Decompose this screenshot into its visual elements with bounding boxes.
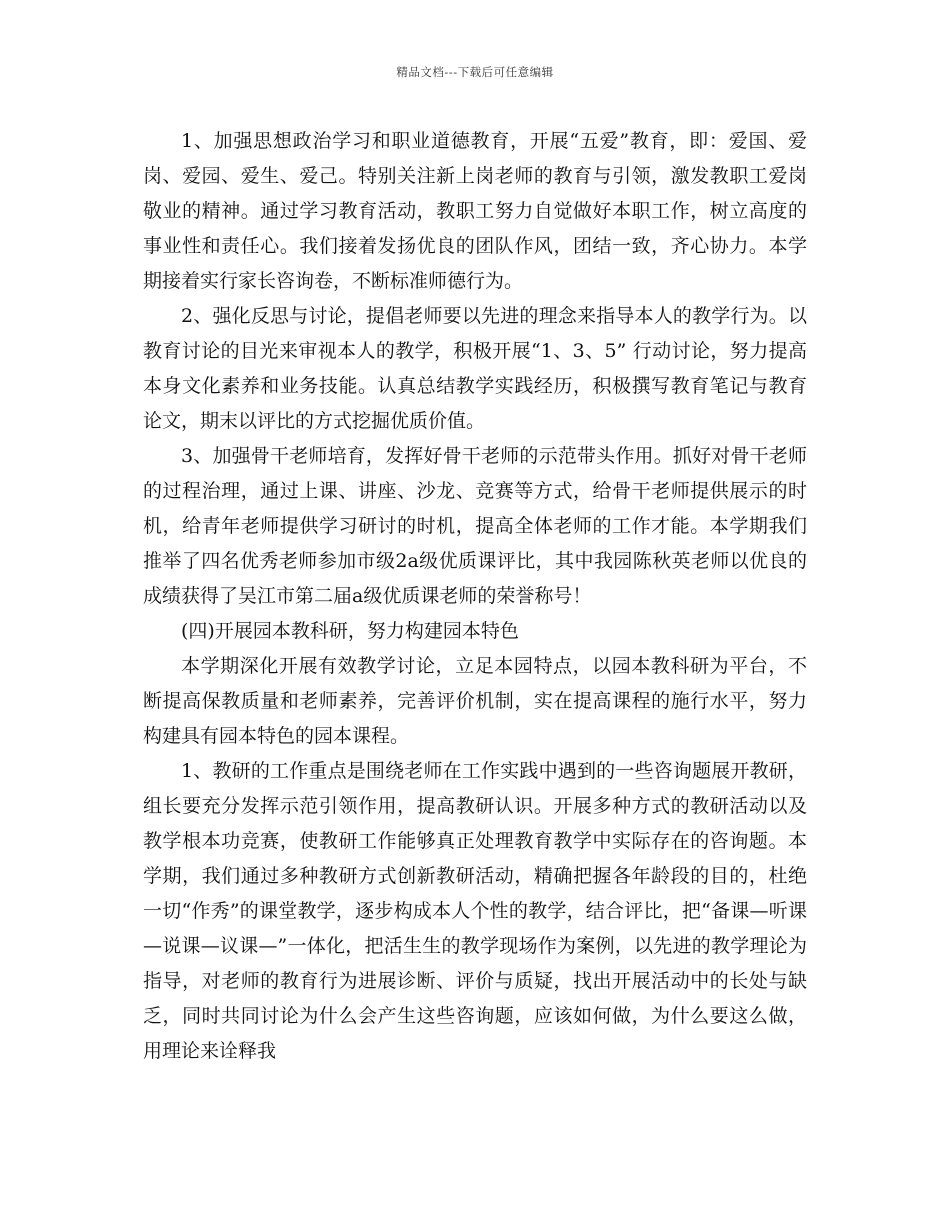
- page-header: 精品文档---下载后可任意编辑: [396, 65, 554, 79]
- section-heading-school-research: (四)开展园本教科研，努力构建园本特色: [181, 620, 519, 642]
- document-body: [143, 124, 807, 1069]
- paragraph-effective-teaching: 本学期深化开展有效教学讨论，立足本园特点，以园本教科研为平台，不断提高保教质量和老师素养，完善评价机制，实在提高课程的施行水平，努力构建具有园本特色的园本课程。: [143, 655, 807, 747]
- paragraph-backbone-teachers: 3、加强骨干老师培育，发挥好骨干老师的示范带头作用。抓好对骨干老师的过程治理，通过上课、讲座、沙龙、竞赛等方式，给骨干老师提供展示的时机，给青年老师提供学习研讨的时机，提高全体老师的工作才能。本学期我们推举了四名优秀老师参加市级2a级优质课评比，其中我园陈秋英老师以优良的成绩获得了吴江市第二届a级优质课老师的荣誉称号！: [143, 445, 807, 607]
- paragraph-ethics-education: 1、加强思想政治学习和职业道德教育，开展“五爱”教育，即：爱国、爱岗、爱园、爱生、爱己。特别关注新上岗老师的教育与引领，激发教职工爱岗敬业的精神。通过学习教育活动，教职工努力自觉做好本职工作，树立高度的事业性和责任心。我们接着发扬优良的团队作风，团结一致，齐心协力。本学期接着实行家长咨询卷，不断标准师德行为。: [143, 130, 807, 292]
- paragraph-reflection-discussion: 2、强化反思与讨论，提倡老师要以先进的理念来指导本人的教学行为。以教育讨论的目光来审视本人的教学，积极开展“1、3、5” 行动讨论，努力提高本身文化素养和业务技能。认真总结教学实践经历，积极撰写教育笔记与教育论文，期末以评比的方式挖掘优质价值。: [143, 305, 807, 432]
- paragraph-research-focus: 1、教研的工作重点是围绕老师在工作实践中遇到的一些咨询题展开教研，组长要充分发挥示范引领作用，提高教研认识。开展多种方式的教研活动以及教学根本功竞赛，使教研工作能够真正处理教育教学中实际存在的咨询题。本学期，我们通过多种教研方式创新教研活动，精确把握各年龄段的目的，杜绝一切“作秀”的课堂教学，逐步构成本人个性的教学，结合评比，把“备课—听课—说课—议课—”一体化，把活生生的教学现场作为案例，以先进的教学理论为指导，对老师的教育行为进展诊断、评价与质疑，找出开展活动中的长处与缺乏，同时共同讨论为什么会产生这些咨询题，应该如何做，为什么要这么做，用理论来诠释我: [143, 760, 807, 1062]
